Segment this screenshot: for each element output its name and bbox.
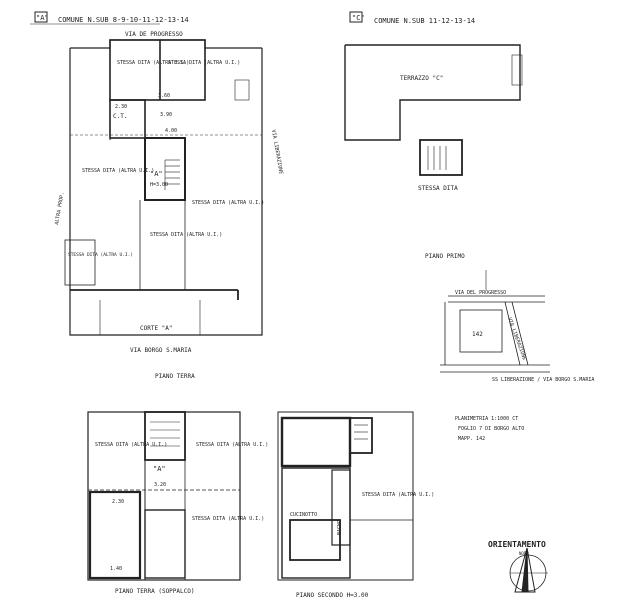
cadastral-line-2: FOGLIO 7 DI BORGO ALTO [458,426,525,432]
plan-soppalco-room-2: STESSA DITA (ALTRA U.I.) [196,442,269,448]
plan-terra-courtyard: CORTE "A" [140,325,173,332]
plan-terra-room-a: "A" [150,170,163,178]
map-road-bottom: SS LIBERAZIONE / VIA BORGO S.MARIA [492,377,595,383]
map-road-right: VIA LIBERAZIONE [506,316,528,362]
plan-secondo-bath: BAGNO [337,519,343,535]
plan-terra-room-4: STESSA DITA (ALTRA U.I.) [192,200,265,206]
plan-terra-dim-1: 2.30 [115,104,128,110]
plan-terra-side-left: ALTRA PROP. [54,191,66,226]
plan-soppalco-room-a: "A" [153,465,166,473]
plan-terra-room-3: STESSA DITA (ALTRA U.I.) [82,168,155,174]
plan-secondo-kitchen: CUCINOTTO [290,512,318,518]
plan-terra-dim-4: 4.00 [165,128,178,134]
plan-terra-side-right: VIA LIBERAZIONE [270,129,284,175]
plan-terra-dim-2: 3.90 [160,112,173,118]
location-map [440,270,550,372]
plan-terra-room-a-height: H=3.00 [150,182,169,188]
header-a: COMUNE N.SUB 8-9-10-11-12-13-14 [58,16,189,24]
plan-terra-room-5: STESSA DITA (ALTRA U.I.) [150,232,223,238]
plan-primo-outline [345,45,522,175]
plan-terra-street-bottom: VIA BORGO S.MARIA [130,347,192,354]
plan-soppalco-dim-2: 1.40 [110,566,123,572]
map-parcel: 142 [472,331,483,338]
map-road-top: VIA DEL PROGRESSO [455,290,507,296]
orientation-label: ORIENTAMENTO [488,540,546,549]
plan-terra-room-2: STESSA DITA (ALTRA U.I.) [168,60,241,66]
plan-terra-room-1: STESSA DITA (ALTRA U.I.) [117,60,190,66]
plan-soppalco-dim-1: 2.30 [112,499,125,505]
plan-terra-dim-0: 3.60 [158,93,171,99]
plan-terra-room-6: STESSA DITA (ALTRA U.I.) [68,253,134,258]
sheet-tab-c: "C" [352,14,365,22]
plan-soppalco-room-3: STESSA DITA (ALTRA U.I.) [192,516,265,522]
plan-terra-ct-label: C.T. [113,113,128,120]
plan-terra-street-top: VIA DE PROGRESSO [125,31,183,38]
cadastral-line-3: MAPP. 142 [458,436,486,442]
plan-terra-title: PIANO TERRA [155,373,195,380]
plan-secondo-room: STESSA DITA (ALTRA U.I.) [362,492,435,498]
plan-soppalco-room-1b: STESSA DITA (ALTRA U.I.) [95,442,168,448]
plan-soppalco-outline [88,412,240,580]
plan-soppalco-title: PIANO TERRA (SOPPALCO) [115,588,195,595]
plan-secondo-title: PIANO SECONDO H=3.00 [296,592,369,599]
plan-soppalco-dim-0: 3.20 [154,482,167,488]
orientation-rose [510,548,548,592]
plan-primo-terrace: TERRAZZO "C" [400,75,444,82]
plan-primo-title: PIANO PRIMO [425,253,465,260]
sheet-tab-a: "A" [36,14,49,22]
header-c: COMUNE N.SUB 11-12-13-14 [374,17,476,25]
plan-primo-same-owner: STESSA DITA [418,185,458,192]
cadastral-line-1: PLANIMETRIA 1:1000 CT [455,416,519,422]
orientation-north: NORD [519,551,529,556]
